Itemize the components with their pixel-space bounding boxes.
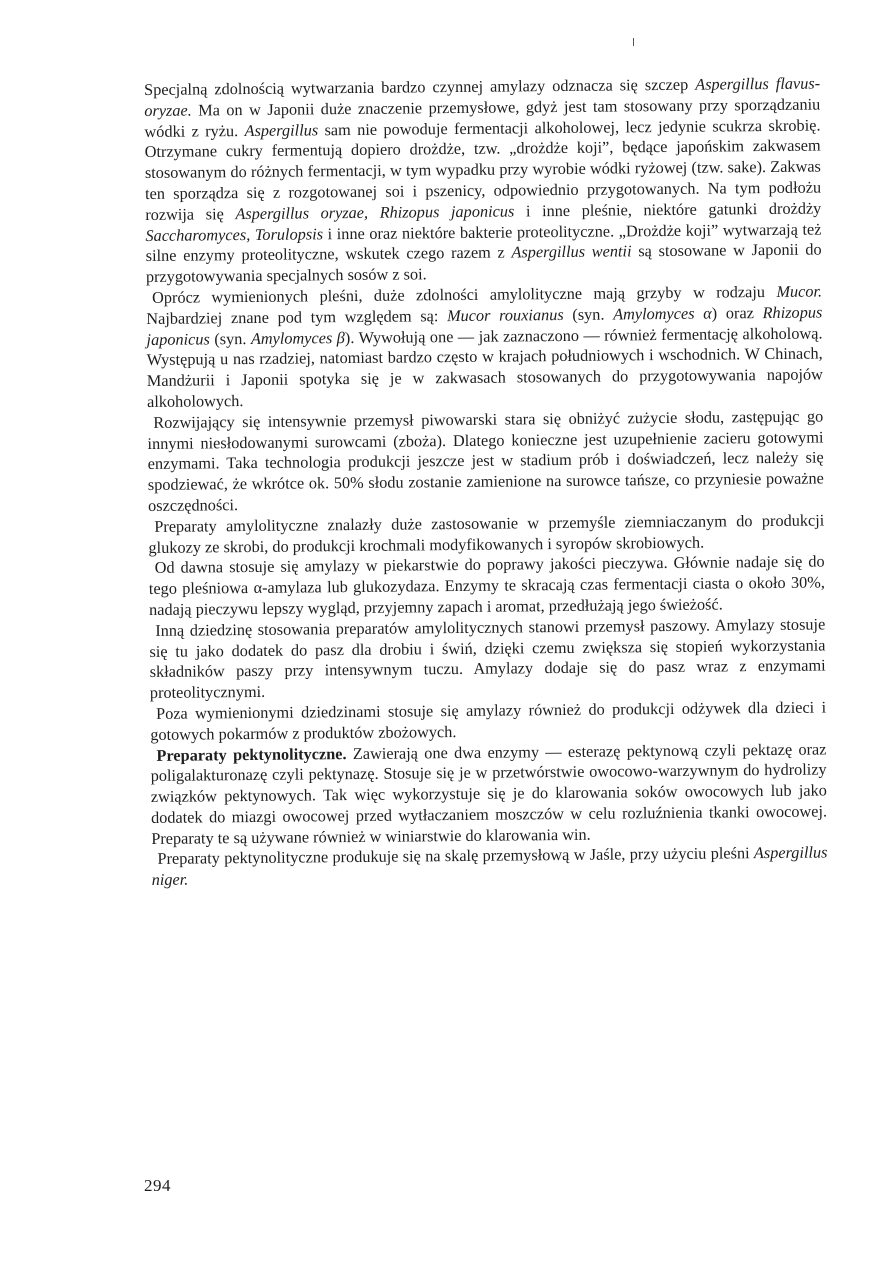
paragraph	[150, 697, 826, 745]
text-run: (syn.	[563, 304, 614, 324]
text-run: Specjalną zdolnością wytwarzania bardzo czynnej amylazy odznacza się szczep	[144, 74, 696, 99]
italic-run: Saccharomyces, Torulopsis	[145, 223, 324, 245]
text-run: (syn.	[209, 328, 251, 348]
italic-run: Aspergillus wentii	[511, 241, 632, 262]
text-run: ) oraz	[711, 302, 763, 323]
italic-run: Aspergillus oryzae, Rhizopus japonicus	[235, 201, 515, 223]
paragraph	[151, 843, 827, 891]
text-run: Zawierają one dwa enzymy — esterazę pektynową czyli pektazę oraz poligalakturonazę czyli pektynazę. Stosuje się je w przetwórstwie owocowo-warzywnym do hydrolizy związków pektynowych. Tak więc wykorzystuje się je do klarowania soków owocowych lub jako dodatek do miazgi owocowej przed wytłaczaniem moszczów w celu rozluźnienia tkanki owocowej. Preparaty te są używane również w winiarstwie do klarowania win.	[150, 738, 828, 848]
italic-run: Amylomyces α	[613, 303, 712, 324]
bold-run: Preparaty pektynolityczne.	[156, 743, 347, 765]
paragraph	[149, 614, 826, 704]
text-run: Ma on w Japonii duże znaczenie przemysłowe, gdyż jest tam stosowany przy sporządzaniu wódki z ryżu.	[144, 94, 821, 141]
scan-mark	[633, 38, 634, 46]
text-run: ). Wywołują one — jak zaznaczono — również fermentację alkoholową. Występują u nas rzadziej, natomiast bardzo często w krajach południowych i wschodnich. W Chinach, Mandżurii i Japonii spotyka się je w zakwasach stosowanych do przygotowywania napojów alkoholowych.	[146, 323, 823, 411]
body-text	[144, 74, 828, 892]
italic-run: Mucor.	[776, 281, 823, 301]
text-run: Preparaty pektynolityczne produkuje się na skalę przemysłową w Jaśle, przy użyciu pleśni	[157, 843, 754, 869]
paragraph	[144, 74, 822, 288]
italic-run: Mucor rouxianus	[446, 304, 564, 325]
text-run: Preparaty amylolityczne znalazły duże zastosowanie w przemyśle ziemniaczanym do produkcji glukozy ze skrobi, do produkcji krochmali modyfikowanych i syropów skrobiowych.	[148, 510, 825, 557]
paragraph	[146, 281, 823, 412]
paragraph	[148, 510, 824, 558]
text-run: sam nie powoduje fermentacji alkoholowej, lecz jedynie scukrza skrobię. Otrzymane cukry fermentują dopiero drożdże, tzw. „drożdże koji”, będące japońskim zakwasem stosowanym do różnych fermentacji, w tym wypadku przy wyrobie wódki ryżowej (tzw. sake). Zakwas ten sporządza się z rozgotowanej soi i pszenicy, odpowiednio przygotowanych. Na tym podłożu rozwija się	[144, 115, 822, 224]
text-run: Poza wymienionymi dziedzinami stosuje się amylazy również do produkcji odżywek dla dzieci i gotowych pokarmów z produktów zbożowych.	[150, 697, 827, 744]
paragraph	[147, 406, 824, 516]
text-run: Oprócz wymienionych pleśni, duże zdolności amylolityczne mają grzyby w rodzaju	[151, 281, 777, 307]
text-run: Inną dziedzinę stosowania preparatów amylolitycznych stanowi przemysł paszowy. Amylazy stosuje się tu jako dodatek do pasz dla drobiu i świń, dzięki czemu zwiększa się stopień wykorzystania składników paszy przy intensywnym tuczu. Amylazy dodaje się do pasz wraz z enzymami proteolitycznymi.	[149, 614, 826, 703]
italic-run: Rhizopus japonicus	[146, 302, 823, 349]
italic-run: Amylomyces β	[250, 327, 345, 348]
paragraph	[149, 552, 826, 621]
italic-run: Aspergillus flavus-oryzae.	[144, 73, 821, 120]
text-run: i inne oraz niektóre bakterie proteolityczne. „Drożdże koji” wytwarzają też silne enzymy proteolityczne, wskutek czego razem z	[145, 219, 822, 266]
italic-run: Aspergillus niger.	[151, 842, 828, 890]
text-run: Rozwijający się intensywnie przemysł piwowarski stara się obniżyć zużycie słodu, zastępując go innymi niesłodowanymi surowcami (zboża). Dlatego konieczne jest uzupełnienie zacieru gotowymi enzymami. Taka technologia produkcji jeszcze jest w stadium prób i doświadczeń, lecz należy się spodziewać, że wkrótce ok. 50% słodu zostanie zamienione na surowce tańsze, co przyniesie poważne oszczędności.	[147, 406, 824, 515]
italic-run: Aspergillus	[244, 119, 319, 140]
text-run: Najbardziej znane pod tym względem są:	[146, 305, 448, 328]
text-run: i inne pleśnie, niektóre gatunki drożdży	[514, 198, 822, 221]
paragraph	[150, 739, 827, 849]
page-number: 294	[144, 1176, 171, 1195]
text-run: są stosowane w Japonii do przygotowywania specjalnych sosów z soi.	[145, 239, 822, 287]
text-run: Od dawna stosuje się amylazy w piekarstwie do poprawy jakości pieczywa. Głównie nadaje się do tego pleśniowa α-amylaza lub glukozydaza. Enzymy te skracają czas fermentacji ciasta o około 30%, nadają pieczywu lepszy wygląd, przyjemny zapach i aromat, przedłużają jego świeżość.	[148, 551, 825, 619]
